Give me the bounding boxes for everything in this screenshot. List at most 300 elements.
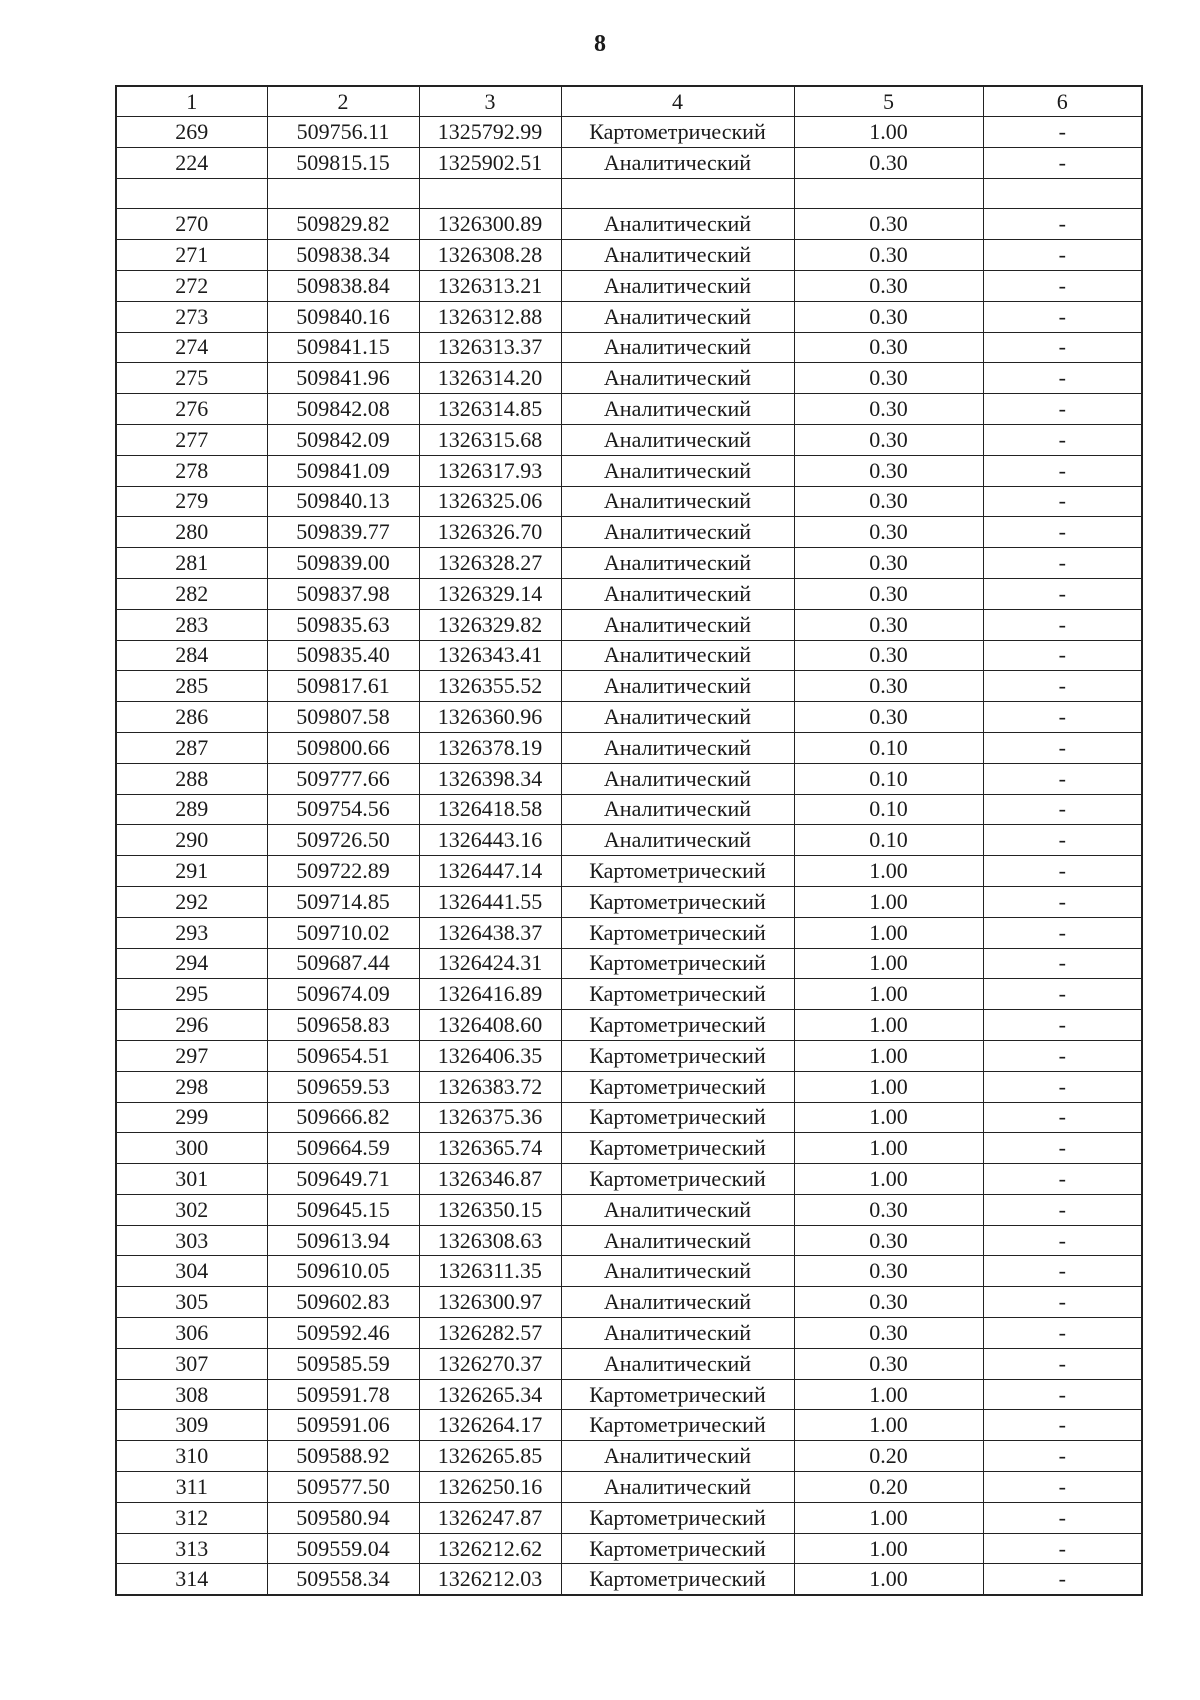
accuracy-cell: 0.20: [794, 1472, 983, 1503]
accuracy-cell: [794, 178, 983, 209]
column-header: 2: [267, 86, 419, 117]
accuracy-cell: 1.00: [794, 886, 983, 917]
table-row: [116, 763, 1142, 794]
note-cell: -: [983, 671, 1142, 702]
accuracy-cell: 1.00: [794, 1164, 983, 1195]
y-coordinate-cell: 1326250.16: [419, 1472, 561, 1503]
x-coordinate-cell: 509613.94: [267, 1225, 419, 1256]
point-number-cell: 303: [116, 1225, 267, 1256]
point-number-cell: 294: [116, 948, 267, 979]
accuracy-cell: 0.30: [794, 455, 983, 486]
table-row: [116, 1287, 1142, 1318]
accuracy-cell: 1.00: [794, 1502, 983, 1533]
table-row: [116, 240, 1142, 271]
x-coordinate-cell: 509722.89: [267, 856, 419, 887]
accuracy-cell: 1.00: [794, 1410, 983, 1441]
y-coordinate-cell: 1326443.16: [419, 825, 561, 856]
method-cell: Аналитический: [561, 455, 794, 486]
point-number-cell: 310: [116, 1441, 267, 1472]
x-coordinate-cell: 509841.15: [267, 332, 419, 363]
method-cell: Аналитический: [561, 147, 794, 178]
note-cell: -: [983, 486, 1142, 517]
note-cell: -: [983, 1256, 1142, 1287]
note-cell: -: [983, 394, 1142, 425]
y-coordinate-cell: 1326265.34: [419, 1379, 561, 1410]
note-cell: -: [983, 301, 1142, 332]
x-coordinate-cell: 509840.13: [267, 486, 419, 517]
y-coordinate-cell: 1326375.36: [419, 1102, 561, 1133]
y-coordinate-cell: 1326300.97: [419, 1287, 561, 1318]
table-row: [116, 209, 1142, 240]
x-coordinate-cell: 509800.66: [267, 732, 419, 763]
note-cell: -: [983, 1040, 1142, 1071]
note-cell: -: [983, 1010, 1142, 1041]
table-row: [116, 455, 1142, 486]
method-cell: Аналитический: [561, 732, 794, 763]
method-cell: Аналитический: [561, 1256, 794, 1287]
note-cell: -: [983, 332, 1142, 363]
point-number-cell: 295: [116, 979, 267, 1010]
x-coordinate-cell: 509754.56: [267, 794, 419, 825]
table-row: [116, 917, 1142, 948]
note-cell: -: [983, 578, 1142, 609]
y-coordinate-cell: 1326438.37: [419, 917, 561, 948]
table-row: [116, 332, 1142, 363]
accuracy-cell: 0.30: [794, 240, 983, 271]
method-cell: Картометрический: [561, 1010, 794, 1041]
column-header: 6: [983, 86, 1142, 117]
method-cell: Аналитический: [561, 1318, 794, 1349]
y-coordinate-cell: 1326265.85: [419, 1441, 561, 1472]
y-coordinate-cell: 1326424.31: [419, 948, 561, 979]
note-cell: -: [983, 1225, 1142, 1256]
note-cell: -: [983, 732, 1142, 763]
accuracy-cell: 0.30: [794, 548, 983, 579]
note-cell: -: [983, 794, 1142, 825]
note-cell: -: [983, 702, 1142, 733]
method-cell: Аналитический: [561, 270, 794, 301]
table-row: [116, 578, 1142, 609]
accuracy-cell: 0.30: [794, 640, 983, 671]
note-cell: -: [983, 1502, 1142, 1533]
x-coordinate-cell: 509842.09: [267, 424, 419, 455]
table-row: [116, 1010, 1142, 1041]
accuracy-cell: 1.00: [794, 917, 983, 948]
table-row: [116, 270, 1142, 301]
x-coordinate-cell: 509645.15: [267, 1194, 419, 1225]
note-cell: -: [983, 917, 1142, 948]
table-row: [116, 301, 1142, 332]
table-row: [116, 1164, 1142, 1195]
x-coordinate-cell: 509807.58: [267, 702, 419, 733]
note-cell: -: [983, 1441, 1142, 1472]
note-cell: -: [983, 363, 1142, 394]
x-coordinate-cell: 509591.06: [267, 1410, 419, 1441]
table-row: [116, 147, 1142, 178]
method-cell: Картометрический: [561, 1133, 794, 1164]
point-number-cell: 308: [116, 1379, 267, 1410]
point-number-cell: 307: [116, 1348, 267, 1379]
x-coordinate-cell: 509580.94: [267, 1502, 419, 1533]
method-cell: Аналитический: [561, 763, 794, 794]
x-coordinate-cell: 509726.50: [267, 825, 419, 856]
accuracy-cell: 0.30: [794, 1287, 983, 1318]
y-coordinate-cell: [419, 178, 561, 209]
table-row: [116, 1441, 1142, 1472]
x-coordinate-cell: 509839.00: [267, 548, 419, 579]
note-cell: -: [983, 763, 1142, 794]
point-number-cell: 289: [116, 794, 267, 825]
point-number-cell: 311: [116, 1472, 267, 1503]
method-cell: Картометрический: [561, 948, 794, 979]
accuracy-cell: 0.30: [794, 301, 983, 332]
table-body: [116, 117, 1142, 1596]
point-number-cell: 313: [116, 1533, 267, 1564]
point-number-cell: 275: [116, 363, 267, 394]
table-row: [116, 640, 1142, 671]
y-coordinate-cell: 1326328.27: [419, 548, 561, 579]
point-number-cell: 309: [116, 1410, 267, 1441]
y-coordinate-cell: 1326308.28: [419, 240, 561, 271]
table-row: [116, 394, 1142, 425]
y-coordinate-cell: 1326312.88: [419, 301, 561, 332]
accuracy-cell: 0.30: [794, 1256, 983, 1287]
note-cell: -: [983, 856, 1142, 887]
accuracy-cell: 0.30: [794, 363, 983, 394]
y-coordinate-cell: 1326408.60: [419, 1010, 561, 1041]
coordinates-table: [115, 85, 1143, 1596]
point-number-cell: [116, 178, 267, 209]
x-coordinate-cell: 509654.51: [267, 1040, 419, 1071]
point-number-cell: 281: [116, 548, 267, 579]
method-cell: Аналитический: [561, 1441, 794, 1472]
note-cell: -: [983, 1348, 1142, 1379]
table-row: [116, 424, 1142, 455]
note-cell: -: [983, 1410, 1142, 1441]
table-row: [116, 825, 1142, 856]
column-header: 4: [561, 86, 794, 117]
y-coordinate-cell: 1326325.06: [419, 486, 561, 517]
point-number-cell: 299: [116, 1102, 267, 1133]
x-coordinate-cell: 509841.96: [267, 363, 419, 394]
method-cell: Картометрический: [561, 1410, 794, 1441]
method-cell: Картометрический: [561, 856, 794, 887]
method-cell: Аналитический: [561, 332, 794, 363]
note-cell: -: [983, 548, 1142, 579]
x-coordinate-cell: 509835.40: [267, 640, 419, 671]
point-number-cell: 302: [116, 1194, 267, 1225]
column-header: 1: [116, 86, 267, 117]
table-row: [116, 1564, 1142, 1595]
method-cell: Аналитический: [561, 1225, 794, 1256]
point-number-cell: 269: [116, 117, 267, 148]
note-cell: -: [983, 1102, 1142, 1133]
table-row: [116, 702, 1142, 733]
method-cell: [561, 178, 794, 209]
note-cell: -: [983, 1133, 1142, 1164]
x-coordinate-cell: 509839.77: [267, 517, 419, 548]
y-coordinate-cell: 1326343.41: [419, 640, 561, 671]
y-coordinate-cell: 1326317.93: [419, 455, 561, 486]
method-cell: Аналитический: [561, 1348, 794, 1379]
x-coordinate-cell: 509687.44: [267, 948, 419, 979]
point-number-cell: 277: [116, 424, 267, 455]
point-number-cell: 297: [116, 1040, 267, 1071]
point-number-cell: 282: [116, 578, 267, 609]
note-cell: -: [983, 517, 1142, 548]
accuracy-cell: 0.30: [794, 1348, 983, 1379]
table-row: [116, 609, 1142, 640]
method-cell: Аналитический: [561, 609, 794, 640]
table-row: [116, 1133, 1142, 1164]
accuracy-cell: 0.30: [794, 270, 983, 301]
x-coordinate-cell: 509838.84: [267, 270, 419, 301]
y-coordinate-cell: 1325902.51: [419, 147, 561, 178]
x-coordinate-cell: 509815.15: [267, 147, 419, 178]
accuracy-cell: 0.30: [794, 332, 983, 363]
point-number-cell: 286: [116, 702, 267, 733]
x-coordinate-cell: 509664.59: [267, 1133, 419, 1164]
note-cell: -: [983, 948, 1142, 979]
note-cell: -: [983, 240, 1142, 271]
note-cell: -: [983, 1564, 1142, 1595]
x-coordinate-cell: 509658.83: [267, 1010, 419, 1041]
accuracy-cell: 0.10: [794, 732, 983, 763]
table-row: [116, 1379, 1142, 1410]
x-coordinate-cell: 509835.63: [267, 609, 419, 640]
point-number-cell: 293: [116, 917, 267, 948]
accuracy-cell: 0.20: [794, 1441, 983, 1472]
method-cell: Картометрический: [561, 886, 794, 917]
point-number-cell: 272: [116, 270, 267, 301]
accuracy-cell: 1.00: [794, 1133, 983, 1164]
x-coordinate-cell: 509659.53: [267, 1071, 419, 1102]
table-row: [116, 1102, 1142, 1133]
y-coordinate-cell: 1326329.82: [419, 609, 561, 640]
method-cell: Картометрический: [561, 1071, 794, 1102]
accuracy-cell: 0.30: [794, 1318, 983, 1349]
accuracy-cell: 0.30: [794, 394, 983, 425]
table-row: [116, 1348, 1142, 1379]
table-row: [116, 363, 1142, 394]
point-number-cell: 287: [116, 732, 267, 763]
accuracy-cell: 1.00: [794, 1564, 983, 1595]
x-coordinate-cell: [267, 178, 419, 209]
x-coordinate-cell: 509840.16: [267, 301, 419, 332]
y-coordinate-cell: 1326212.62: [419, 1533, 561, 1564]
note-cell: -: [983, 825, 1142, 856]
y-coordinate-cell: 1326311.35: [419, 1256, 561, 1287]
accuracy-cell: 0.30: [794, 702, 983, 733]
x-coordinate-cell: 509674.09: [267, 979, 419, 1010]
method-cell: Картометрический: [561, 979, 794, 1010]
method-cell: Аналитический: [561, 517, 794, 548]
accuracy-cell: 1.00: [794, 1040, 983, 1071]
accuracy-cell: 1.00: [794, 948, 983, 979]
table-row: [116, 886, 1142, 917]
table-row: [116, 856, 1142, 887]
method-cell: Аналитический: [561, 1194, 794, 1225]
point-number-cell: 296: [116, 1010, 267, 1041]
table-row: [116, 1071, 1142, 1102]
table-row: [116, 1533, 1142, 1564]
method-cell: Картометрический: [561, 1379, 794, 1410]
table-row: [116, 1225, 1142, 1256]
y-coordinate-cell: 1326282.57: [419, 1318, 561, 1349]
x-coordinate-cell: 509714.85: [267, 886, 419, 917]
point-number-cell: 301: [116, 1164, 267, 1195]
y-coordinate-cell: 1326300.89: [419, 209, 561, 240]
point-number-cell: 312: [116, 1502, 267, 1533]
table-row: [116, 117, 1142, 148]
accuracy-cell: 0.10: [794, 825, 983, 856]
accuracy-cell: 1.00: [794, 979, 983, 1010]
table-row: [116, 1256, 1142, 1287]
method-cell: Аналитический: [561, 702, 794, 733]
accuracy-cell: 0.30: [794, 1225, 983, 1256]
accuracy-cell: 0.30: [794, 609, 983, 640]
y-coordinate-cell: 1326270.37: [419, 1348, 561, 1379]
x-coordinate-cell: 509777.66: [267, 763, 419, 794]
accuracy-cell: 0.30: [794, 209, 983, 240]
note-cell: -: [983, 1318, 1142, 1349]
x-coordinate-cell: 509649.71: [267, 1164, 419, 1195]
x-coordinate-cell: 509588.92: [267, 1441, 419, 1472]
y-coordinate-cell: 1325792.99: [419, 117, 561, 148]
accuracy-cell: 0.30: [794, 486, 983, 517]
note-cell: [983, 178, 1142, 209]
method-cell: Картометрический: [561, 1102, 794, 1133]
table-row: [116, 1472, 1142, 1503]
point-number-cell: 280: [116, 517, 267, 548]
method-cell: Аналитический: [561, 825, 794, 856]
point-number-cell: 284: [116, 640, 267, 671]
note-cell: -: [983, 979, 1142, 1010]
note-cell: -: [983, 886, 1142, 917]
y-coordinate-cell: 1326329.14: [419, 578, 561, 609]
point-number-cell: 290: [116, 825, 267, 856]
accuracy-cell: 1.00: [794, 117, 983, 148]
table-row: [116, 1318, 1142, 1349]
table-row: [116, 732, 1142, 763]
x-coordinate-cell: 509666.82: [267, 1102, 419, 1133]
point-number-cell: 283: [116, 609, 267, 640]
method-cell: Картометрический: [561, 1533, 794, 1564]
y-coordinate-cell: 1326360.96: [419, 702, 561, 733]
method-cell: Картометрический: [561, 117, 794, 148]
y-coordinate-cell: 1326313.21: [419, 270, 561, 301]
point-number-cell: 291: [116, 856, 267, 887]
y-coordinate-cell: 1326378.19: [419, 732, 561, 763]
point-number-cell: 274: [116, 332, 267, 363]
accuracy-cell: 1.00: [794, 1010, 983, 1041]
point-number-cell: 276: [116, 394, 267, 425]
table-row: [116, 671, 1142, 702]
method-cell: Аналитический: [561, 363, 794, 394]
x-coordinate-cell: 509837.98: [267, 578, 419, 609]
accuracy-cell: 1.00: [794, 1102, 983, 1133]
column-header: 3: [419, 86, 561, 117]
y-coordinate-cell: 1326315.68: [419, 424, 561, 455]
table-row: [116, 548, 1142, 579]
y-coordinate-cell: 1326264.17: [419, 1410, 561, 1441]
x-coordinate-cell: 509841.09: [267, 455, 419, 486]
accuracy-cell: 0.30: [794, 424, 983, 455]
method-cell: Картометрический: [561, 1040, 794, 1071]
point-number-cell: 300: [116, 1133, 267, 1164]
table-row: [116, 178, 1142, 209]
accuracy-cell: 0.30: [794, 517, 983, 548]
x-coordinate-cell: 509610.05: [267, 1256, 419, 1287]
accuracy-cell: 1.00: [794, 856, 983, 887]
accuracy-cell: 0.10: [794, 763, 983, 794]
x-coordinate-cell: 509558.34: [267, 1564, 419, 1595]
accuracy-cell: 0.30: [794, 671, 983, 702]
table-row: [116, 1502, 1142, 1533]
y-coordinate-cell: 1326212.03: [419, 1564, 561, 1595]
table-row: [116, 517, 1142, 548]
note-cell: -: [983, 1071, 1142, 1102]
point-number-cell: 298: [116, 1071, 267, 1102]
note-cell: -: [983, 1533, 1142, 1564]
note-cell: -: [983, 270, 1142, 301]
y-coordinate-cell: 1326350.15: [419, 1194, 561, 1225]
note-cell: -: [983, 455, 1142, 486]
method-cell: Аналитический: [561, 671, 794, 702]
column-header: 5: [794, 86, 983, 117]
point-number-cell: 292: [116, 886, 267, 917]
y-coordinate-cell: 1326313.37: [419, 332, 561, 363]
x-coordinate-cell: 509710.02: [267, 917, 419, 948]
point-number-cell: 304: [116, 1256, 267, 1287]
table-row: [116, 1410, 1142, 1441]
point-number-cell: 271: [116, 240, 267, 271]
point-number-cell: 224: [116, 147, 267, 178]
method-cell: Аналитический: [561, 301, 794, 332]
note-cell: -: [983, 209, 1142, 240]
y-coordinate-cell: 1326314.85: [419, 394, 561, 425]
point-number-cell: 306: [116, 1318, 267, 1349]
table-row: [116, 1194, 1142, 1225]
method-cell: Аналитический: [561, 548, 794, 579]
x-coordinate-cell: 509585.59: [267, 1348, 419, 1379]
note-cell: -: [983, 1287, 1142, 1318]
note-cell: -: [983, 147, 1142, 178]
note-cell: -: [983, 1194, 1142, 1225]
y-coordinate-cell: 1326314.20: [419, 363, 561, 394]
table-row: [116, 948, 1142, 979]
x-coordinate-cell: 509577.50: [267, 1472, 419, 1503]
y-coordinate-cell: 1326383.72: [419, 1071, 561, 1102]
method-cell: Аналитический: [561, 1287, 794, 1318]
accuracy-cell: 0.30: [794, 147, 983, 178]
x-coordinate-cell: 509829.82: [267, 209, 419, 240]
point-number-cell: 314: [116, 1564, 267, 1595]
y-coordinate-cell: 1326447.14: [419, 856, 561, 887]
y-coordinate-cell: 1326365.74: [419, 1133, 561, 1164]
method-cell: Картометрический: [561, 917, 794, 948]
table-row: [116, 794, 1142, 825]
y-coordinate-cell: 1326406.35: [419, 1040, 561, 1071]
method-cell: Аналитический: [561, 1472, 794, 1503]
x-coordinate-cell: 509602.83: [267, 1287, 419, 1318]
method-cell: Картометрический: [561, 1164, 794, 1195]
note-cell: -: [983, 117, 1142, 148]
y-coordinate-cell: 1326441.55: [419, 886, 561, 917]
method-cell: Аналитический: [561, 424, 794, 455]
accuracy-cell: 0.30: [794, 1194, 983, 1225]
method-cell: Картометрический: [561, 1564, 794, 1595]
